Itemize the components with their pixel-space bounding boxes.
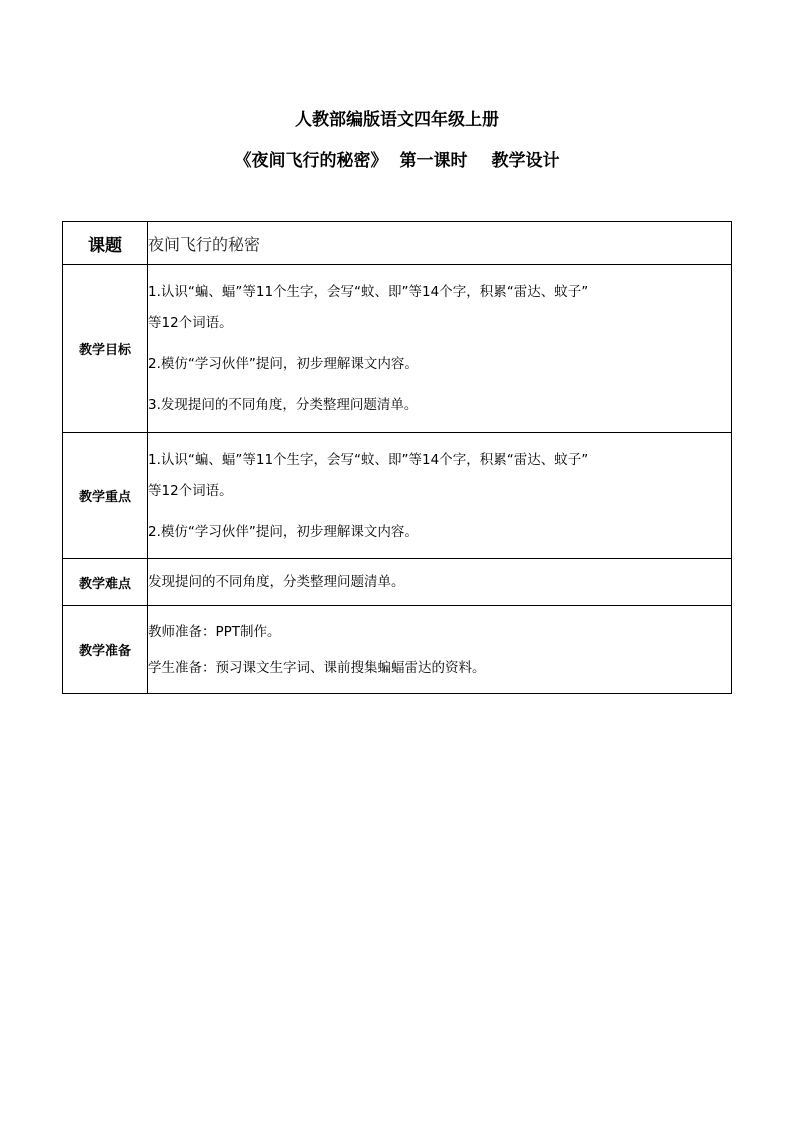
key-point-line: 等12个词语。 — [148, 482, 233, 499]
goals-content — [148, 265, 732, 433]
topic-label: 课题 — [63, 222, 148, 265]
goals-label: 教学目标 — [63, 265, 148, 433]
lesson-design-label: 教学设计 — [491, 151, 560, 171]
preparation-line: 学生准备：预习课文生字词、课前搜集蝙蝠雷达的资料。 — [148, 659, 486, 676]
document-title: 人教部编版语文四年级上册 — [295, 110, 499, 130]
goal-line: 3.发现提问的不同角度，分类整理问题清单。 — [148, 397, 418, 413]
lesson-title: 《夜间飞行的秘密》 — [234, 151, 388, 171]
table-row-topic — [63, 222, 732, 265]
preparation-content — [148, 606, 732, 694]
goal-line: 等12个词语。 — [148, 315, 233, 331]
key-point-line: 2.模仿“学习伙伴”提问，初步理解课文内容。 — [148, 523, 418, 540]
preparation-label: 教学准备 — [63, 606, 148, 694]
topic-value: 夜间飞行的秘密 — [148, 222, 732, 265]
table-row-key-points — [63, 433, 732, 559]
difficulty-line: 发现提问的不同角度，分类整理问题清单。 — [148, 574, 405, 590]
lesson-plan-table — [62, 221, 732, 694]
key-point-line: 1.认识“蝙、蝠”等11个生字，会写“蚊、即”等14个字，积累“雷达、蚊子” — [148, 451, 589, 468]
document-subtitle — [0, 151, 794, 171]
difficulties-content — [148, 559, 732, 606]
lesson-period: 第一课时 — [399, 151, 468, 171]
key-points-label: 教学重点 — [63, 433, 148, 559]
table-row-preparation — [63, 606, 732, 694]
goal-line: 1.认识“蝙、蝠”等11个生字，会写“蚊、即”等14个字，积累“雷达、蚊子” — [148, 284, 589, 300]
table-row-difficulties — [63, 559, 732, 606]
key-points-content — [148, 433, 732, 559]
table-row-goals — [63, 265, 732, 433]
difficulties-label: 教学难点 — [63, 559, 148, 606]
goal-line: 2.模仿“学习伙伴”提问，初步理解课文内容。 — [148, 356, 418, 372]
preparation-line: 教师准备：PPT制作。 — [148, 623, 281, 640]
